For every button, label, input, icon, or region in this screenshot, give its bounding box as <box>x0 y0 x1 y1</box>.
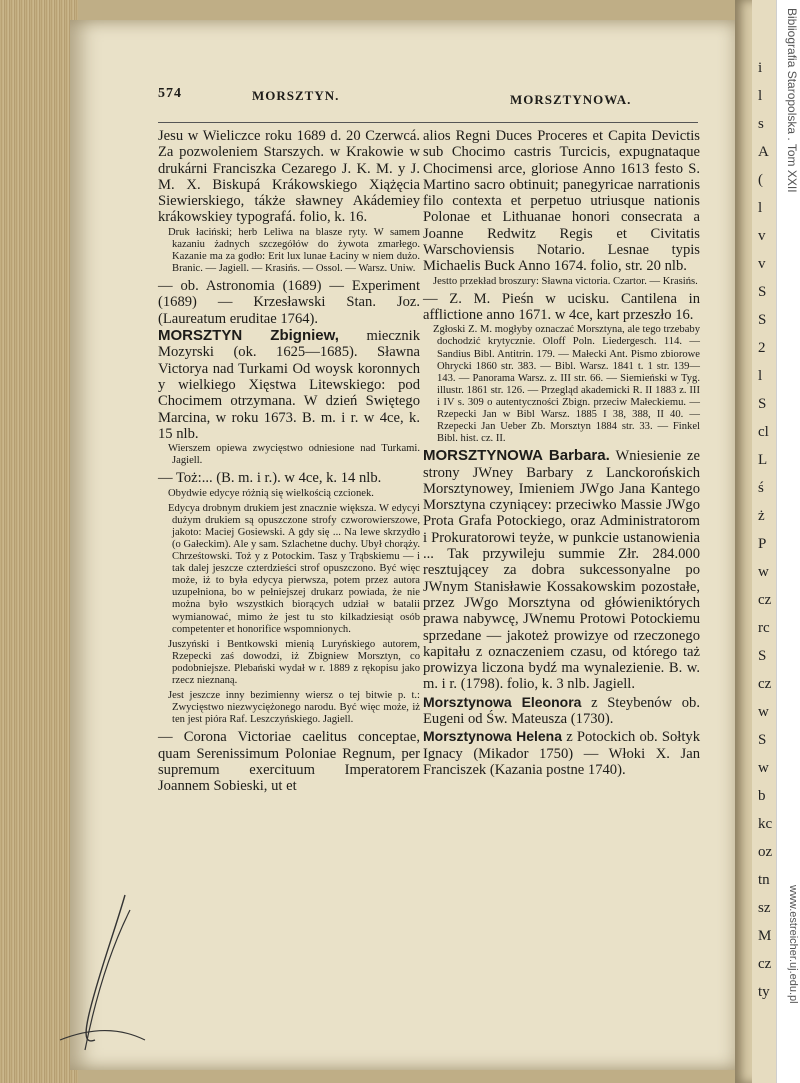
next-page-letter: w <box>758 564 769 580</box>
sidebar-title: Bibliografia Staropolska . Tom XXII <box>785 8 799 193</box>
next-page-letter: l <box>758 88 763 104</box>
next-page-letter: A <box>758 144 769 160</box>
entry-paragraph: — Corona Victoriae caelitus conceptae, quam Serenissimum Poloniae Regnum, per supremum exercituum Imperatorem Joannem Sobieski, ut et <box>158 729 420 795</box>
entry-paragraph: alios Regni Duces Proceres et Capita Devictis sub Chocimo castris Turcicis, expugnataque Chocimensi arce, gloriose Anno 1613 festo S. Martino sacro obtinuit; panegyricae narrationis filo contexta et perpetuo utriusque nationis Polonae et Lithuanae honori consecrata a Joanne Redwitz Regis et Civitatis Warschoviensis Notario. Lesnae typis Michaelis Buck Anno 1674. folio, str. 20 nlb. <box>423 128 700 275</box>
entry-with-heading <box>158 328 420 442</box>
entry-with-heading <box>423 694 700 728</box>
entry-with-heading <box>423 728 700 778</box>
sidebar-url[interactable]: www.estreicher.uj.edu.pl <box>787 885 799 1004</box>
bibliographic-note: Druk łaciński; herb Leliwa na blasze ryty. W samem kazaniu żadnych szczegółów do żywota zmarłego. Kazanie ma za godło: Erit lux lunae Łaciny w niem dużo. Branic. — Jagiell. — Krasińs. — Ossol. — Warsz. Uniw. <box>168 226 420 275</box>
next-page-letter: L <box>758 452 768 468</box>
next-page-letter: ż <box>758 508 765 524</box>
next-page-letter: M <box>758 928 772 944</box>
next-page-letter: ś <box>758 480 764 496</box>
next-page-letter: l <box>758 200 763 216</box>
left-column <box>158 128 420 796</box>
bibliographic-note: Jest jeszcze inny bezimienny wiersz o tej bitwie p. t.: Zwycięstwo niezwyciężonego narodu. Być więc może, iż ten jest pióra Raf. Leszczyńskiego. Jagiell. <box>168 690 420 726</box>
entry-paragraph: — ob. Astronomia (1689) — Experiment (1689) — Krzesławski Stan. Joz. (Laureatum eruditae 1764). <box>158 278 420 327</box>
next-page-letter: oz <box>758 844 773 860</box>
header-rule <box>158 122 698 123</box>
entry-paragraph: — Toż:... (B. m. i r.). w 4ce, k. 14 nlb. <box>158 470 382 487</box>
next-page-letter: rc <box>758 620 770 636</box>
next-page-letter: cz <box>758 592 772 608</box>
next-page-letter: w <box>758 760 769 776</box>
next-page-letter: w <box>758 704 769 720</box>
next-page-letter: b <box>758 788 766 804</box>
next-page-letter: sz <box>758 900 771 916</box>
bibliographic-note: Jestto przekład broszury: Sławna victoria. Czartor. — Krasińs. <box>433 275 698 287</box>
next-page-letter: 2 <box>758 340 766 356</box>
bibliographic-note: Zgłoski Z. M. mogłyby oznaczać Morsztyna, ale tego trzebaby dochodzić krytycznie. Oloff Poln. Liedergesch. 114. — Sandius Bibl. Antitrin. 179. — Małecki Ant. Pismo zbiorowe Ohrycki 1860 str. 383. — Bibl. Warsz. 1841 t. 1 str. 139—143. — Panorama Warsz. z. III str. 66. — Siemieński w Tyg. illustr. 1861 str. 126. — Przegląd akademicki R. II 1883 z. III i IV s. 309 o autentyczności Zbign. przeciw Małeckiemu. — Rzepecki Jan w Bibl Warsz. 1885 I 38, 388, II 40. — Rzepecki Jan Ueber Zb. Morsztyn 1884 str. 33. — Finkel Bibl. hist. cz. II. <box>433 324 700 445</box>
next-page-letter: l <box>758 368 763 384</box>
bibliographic-note: Juszyński i Bentkowski mienią Luryńskiego autorem, Rzepecki zaś dowodzi, iż Zbigniew Morsztyn, co podobniejsze. Plebański wydał w r. 1889 z rękopisu jako rzecz nieznaną. <box>168 638 420 687</box>
entry-text: miecznik Mozyrski (ok. 1625—1685). Sławna Victorya nad Turkami Od woysk koronnych y wielkiego Xięstwa Litewskiego: pod Chocimem otrzymana. W dzień Swiętego Marcina, w roku 1673. B. m. i r. w 4ce, k. 15 nlb. <box>158 328 421 442</box>
next-page-letter: i <box>758 60 763 76</box>
entry-heading: Morsztynowa Helena <box>423 728 563 745</box>
next-page-letter: cz <box>758 956 772 972</box>
next-page-letter: v <box>758 228 766 244</box>
next-page-letter: ty <box>758 984 770 1000</box>
right-column <box>423 128 700 779</box>
next-page-letter: S <box>758 396 767 412</box>
entry-text: Wniesienie ze strony JWney Barbary z Lanckorońskich Morsztynowey, Imieniem JWgo Jana Kantego Morsztyna czyniącey: przeciwko Massie JWgo Prota Grafa Potockiego, oraz Administratorom i Prokuratorowi teyże, w punkcie ustanowienia ... Tak przywileju summie Złr. 284.000 resztującey za dobra sukcessonyalne po JWnym Stanisławie Kossakowskim pozostałe, przez JWgo Morsztyna od główieniktórych prawa nabywcę, JWnemu Protowi Potockiemu sprzedane — jakoteż prowizye od rzeczonego kapitału z oznaczeniem czasu, od którego taż prowizya liczona bydź ma wynalezienie. B. w. m. i r. (1798). folio, k. 3 nlb. Jagiell. <box>423 448 700 693</box>
entry-heading: MORSZTYN Zbigniew, <box>158 327 339 345</box>
bibliographic-note: Edycya drobnym drukiem jest znacznie większa. W edycyi dużym drukiem są opuszczone strofy czworowierszowe, jakoto: Maciej Gosiewski. A gdy się ... Na lewe skrzydło (o Gałeckim). Ale y sam. Szlachetne duchy. Ubył chorąży. Chrześtowski. Toż y z Potockim. Tasz y Trąbskiemu — i tak dalej jeszcze czterdzieści strof opuszczono. Być więc może, iż to była edycya pierwsza, potem przez autora uzupełniona, bo w pełniejszej drukarz powiada, że nie można było wszystkich biorących udział w batalii wymianować, mimo że jest tu sto kilkadziesiąt osób competenter et honorifice wspomnionych. <box>168 502 420 635</box>
next-page-letter: cz <box>758 676 772 692</box>
next-page-letter: ( <box>758 172 763 188</box>
entry-text: z Potockich ob. Sołtyk Ignacy (Mikador 1750) — Włoki X. Jan Franciszek (Kazania postne 1740). <box>423 729 700 778</box>
next-page-letter: S <box>758 284 767 300</box>
signature-mark <box>55 890 150 1060</box>
next-page-letter: s <box>758 116 764 132</box>
next-page-letter: tn <box>758 872 770 888</box>
bibliographic-note: Wierszem opiewa zwycięstwo odniesione nad Turkami. Jagiell. <box>168 443 420 467</box>
next-page-letter: cl <box>758 424 769 440</box>
bibliographic-note: Obydwie edycye różnią się wielkością czcionek. <box>168 487 374 499</box>
next-page-letter: P <box>758 536 767 552</box>
entry-heading: Morsztynowa Eleonora <box>423 693 582 710</box>
next-page-letter: v <box>758 256 766 272</box>
next-page-letter: S <box>758 312 767 328</box>
next-page-letter: kc <box>758 816 773 832</box>
next-page-letter: S <box>758 732 767 748</box>
entry-paragraph: — Z. M. Pieśn w ucisku. Cantilena in afflictione anno 1671. w 4ce, kart przeszło 16. <box>423 290 700 324</box>
page-number: 574 <box>158 86 182 101</box>
running-head-right: MORSZTYNOWA. <box>510 92 632 107</box>
running-head-left: MORSZTYN. <box>252 88 340 103</box>
entry-heading: MORSZTYNOWA Barbara. <box>423 447 610 465</box>
next-page-letter: S <box>758 648 767 664</box>
entry-with-heading <box>423 448 700 692</box>
entry-text: z Steybenów ob. Eugeni od Św. Mateusza (1730). <box>423 694 700 728</box>
catalog-sidebar <box>776 0 800 1083</box>
entry-paragraph: Jesu w Wieliczce roku 1689 d. 20 Czerwcá. Za pozwoleniem Starszych. w Krakowie w drukárni Franciszka Cezarego J. K. M. y J. M. X. Biskupá Krákowskiego Xiążęcia Siewierskiego, tákże sławney Akádemiey krákowskiey typografá. folio, k. 16. <box>158 128 420 226</box>
